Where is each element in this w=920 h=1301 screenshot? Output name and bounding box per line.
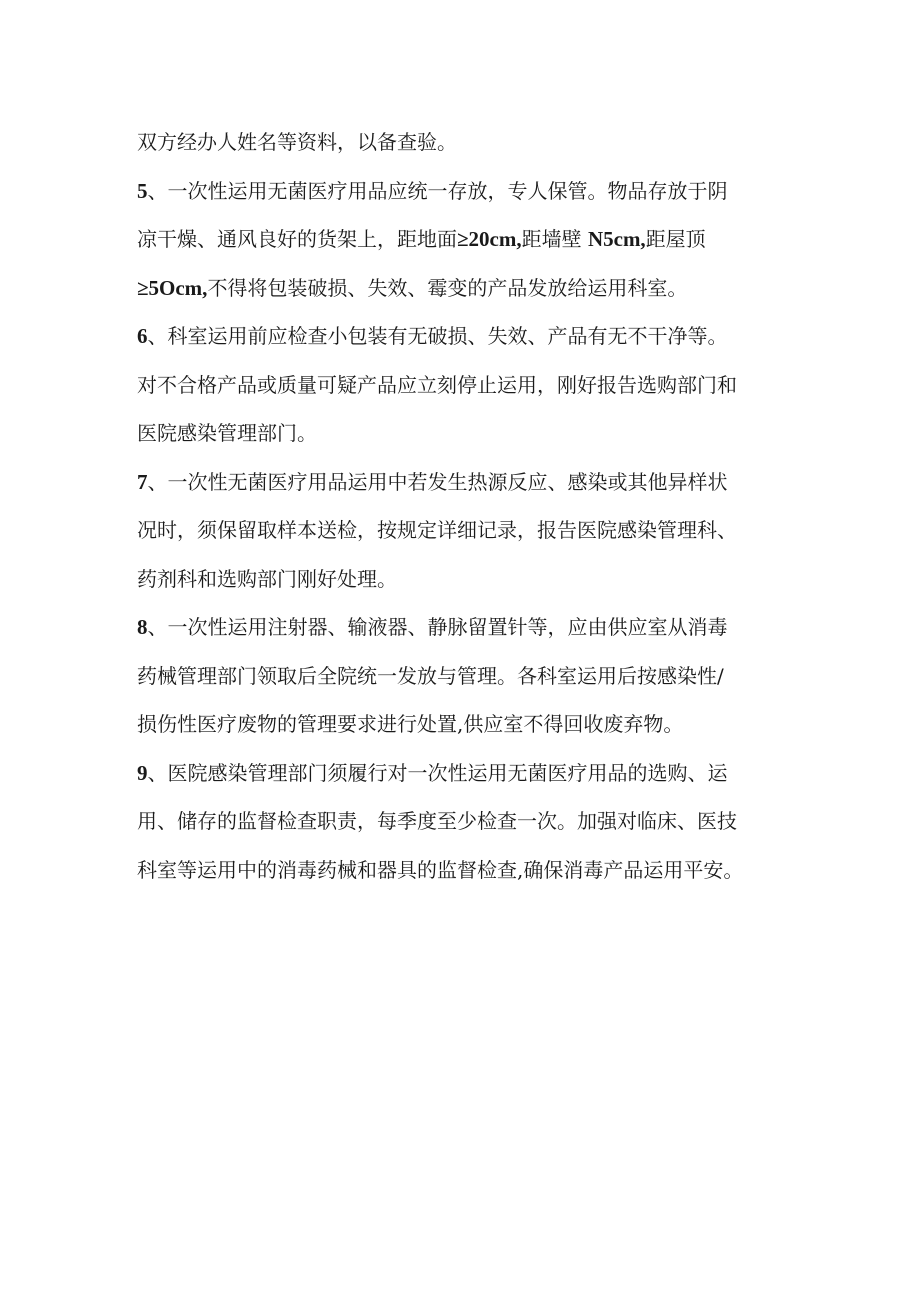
text-line-4 [137,264,797,313]
text-segment: 、一次性运用无菌医疗用品应统一存放，专人保管。物品存放于阴 [147,178,728,203]
text-segment: 双方经办人姓名等资料，以备查验。 [137,130,457,154]
item-number-5: 5 [137,178,148,203]
text-line-14 [137,749,797,798]
text-line-1 [137,118,797,167]
text-line-10 [137,555,797,604]
text-line-2 [137,167,797,216]
item-number-8: 8 [137,615,148,639]
text-segment: 科室等运用中的消毒药械和器具的监督检查,确保消毒产品运用平安。 [137,857,744,882]
text-segment: 医院感染管理部门。 [137,421,317,445]
text-line-3 [137,215,797,264]
text-segment: 、一次性运用注射器、输液器、静脉留置针等，应由供应室从消毒 [147,615,728,639]
text-line-11 [137,603,797,652]
text-line-13 [137,700,797,749]
text-line-6 [137,361,797,410]
item-number-9: 9 [137,760,148,785]
text-line-5 [137,312,797,361]
text-segment: 凉干燥、通风良好的货架上，距地面 [137,227,457,251]
text-segment: 对不合格产品或质量可疑产品应立刻停止运用，刚好报告选购部门和 [137,372,737,397]
text-line-16 [137,846,797,895]
text-segment: 用、储存的监督检查职责，每季度至少检查一次。加强对临床、医技 [137,809,737,833]
text-line-15 [137,797,797,846]
ceiling-distance-value: ≥5Ocm, [137,275,208,300]
text-segment: 距屋顶 [645,227,706,251]
text-line-12 [137,652,797,701]
floor-distance-value: ≥20cm, [457,227,522,251]
text-segment: 、一次性无菌医疗用品运用中若发生热源反应、感染或其他异样状 [147,469,728,494]
item-number-7: 7 [137,469,148,494]
text-segment: 、科室运用前应检查小包装有无破损、失效、产品有无不干净等。 [147,324,728,348]
text-segment: 损伤性医疗废物的管理要求进行处置,供应室不得回收废弃物。 [137,712,684,736]
document-body [137,118,797,894]
text-segment: 、医院感染管理部门须履行对一次性运用无菌医疗用品的选购、运 [147,760,728,785]
text-line-8 [137,458,797,507]
text-segment: 药剂科和选购部门刚好处理。 [137,566,397,591]
text-segment: 况时，须保留取样本送检，按规定详细记录，报告医院感染管理科、 [137,518,737,542]
text-line-7 [137,409,797,458]
text-segment: 药械管理部门领取后全院统一发放与管理。各科室运用后按感染性/ [137,663,724,688]
text-segment: 距墙壁 [521,227,588,251]
text-line-9 [137,506,797,555]
item-number-6: 6 [137,324,148,348]
wall-distance-value: N5cm, [587,227,646,251]
text-segment: 不得将包装破损、失效、霉变的产品发放给运用科室。 [207,275,688,300]
